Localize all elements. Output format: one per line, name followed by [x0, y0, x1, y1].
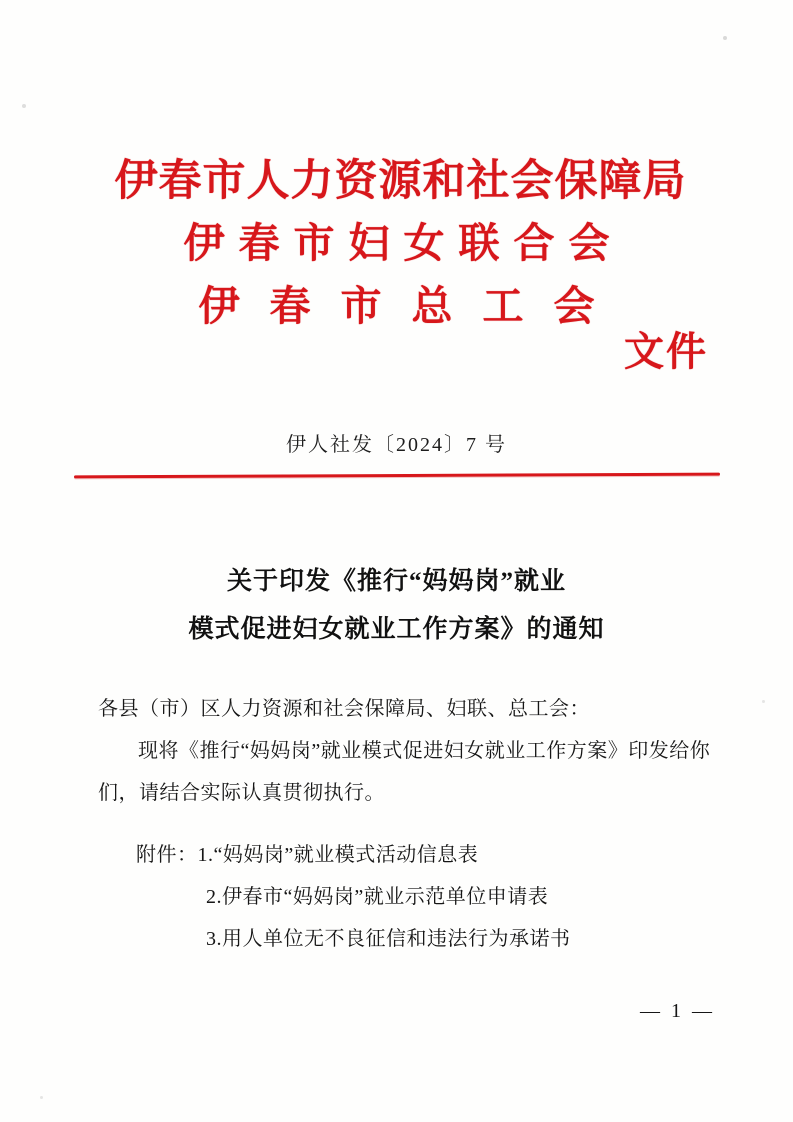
scan-speck — [762, 700, 765, 703]
attachment-list — [98, 834, 711, 960]
attachment-item-1: 附件：1.“妈妈岗”就业模式活动信息表 — [136, 844, 479, 866]
page-title-line-2: 模式促进妇女就业工作方案》的通知 — [188, 616, 605, 643]
letterhead-line-2-text: 伊春市妇女联合会 — [183, 220, 624, 266]
page-number: — 1 — — [640, 1000, 715, 1022]
salutation: 各县（市）区人力资源和社会保障局、妇联、总工会： — [98, 698, 590, 720]
letterhead-line-3: 伊春市总工会 — [198, 283, 625, 329]
letterhead-suffix-wenjian: 文件 — [624, 329, 708, 374]
scan-speck — [40, 1096, 43, 1099]
body-text — [98, 688, 711, 814]
letterhead-line-1: 伊春市人力资源和社会保障局 — [114, 158, 687, 205]
document-number: 伊人社发〔2024〕7 号 — [286, 434, 507, 456]
attachment-item-3: 3.用人单位无不良征信和违法行为承诺书 — [206, 928, 571, 950]
page-title-line-1: 关于印发《推行“妈妈岗”就业 — [226, 568, 566, 595]
page-title — [0, 558, 793, 654]
scan-speck — [723, 36, 727, 40]
red-separator-rule — [74, 473, 720, 479]
attachment-item-2: 2.伊春市“妈妈岗”就业示范单位申请表 — [206, 886, 549, 908]
scan-speck — [22, 104, 26, 108]
letterhead — [0, 158, 793, 374]
body-paragraph-1: 现将《推行“妈妈岗”就业模式促进妇女就业工作方案》印发给你们，请结合实际认真贯彻执行。 — [98, 740, 711, 804]
